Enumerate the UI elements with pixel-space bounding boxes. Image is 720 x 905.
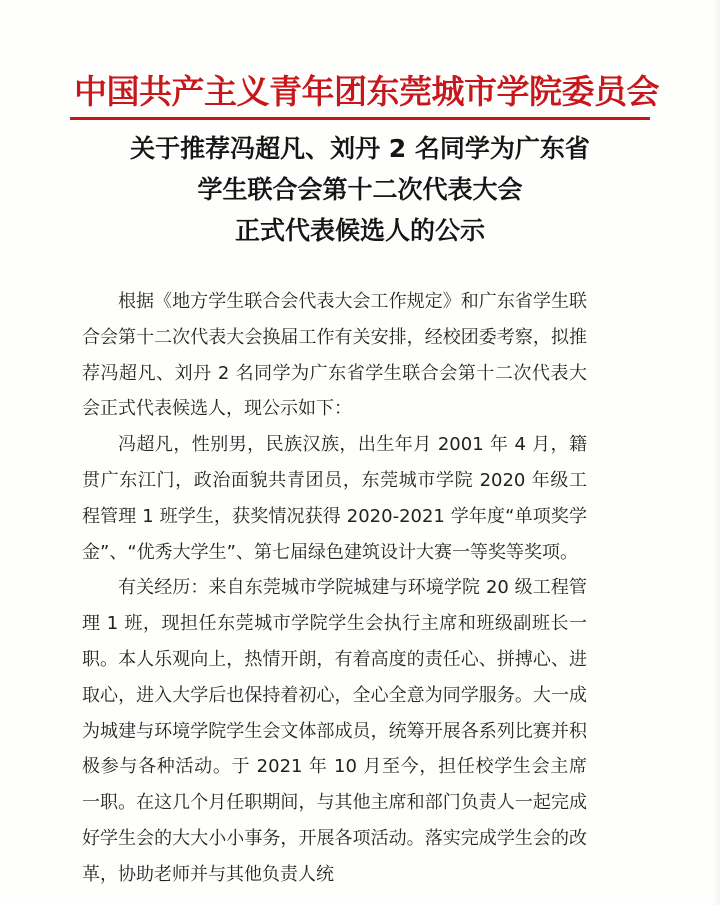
letterhead-red-rule bbox=[70, 117, 650, 120]
document-body bbox=[82, 284, 587, 893]
title-line-1: 关于推荐冯超凡、刘丹 2 名同学为广东省 bbox=[130, 134, 590, 163]
letterhead bbox=[74, 70, 659, 114]
paragraph-intro: 根据《地方学生联合会代表大会工作规定》和广东省学生联合会第十二次代表大会换届工作有关安排，经校团委考察，拟推荐冯超凡、刘丹 2 名同学为广东省学生联合会第十二次代表大会正式代表候选人，现公示如下： bbox=[82, 291, 587, 420]
paragraph-candidate-info: 冯超凡，性别男，民族汉族，出生年月 2001 年 4 月，籍贯广东江门，政治面貌共青团员，东莞城市学院 2020 年级工程管理 1 班学生，获奖情况获得 2020-2021 学年度“单项奖学金”、“优秀大学生”、第七届绿色建筑设计大赛一等奖等奖项。 bbox=[82, 434, 587, 563]
title-line-2: 学生联合会第十二次代表大会 bbox=[197, 175, 523, 204]
title-line-3: 正式代表候选人的公示 bbox=[234, 216, 485, 245]
scan-shadow-edge bbox=[712, 0, 720, 905]
organization-name: 中国共产主义青年团东莞城市学院委员会 bbox=[74, 72, 659, 111]
paragraph-experience: 有关经历：来自东莞城市学院城建与环境学院 20 级工程管理 1 班，现担任东莞城市学院学生会执行主席和班级副班长一职。本人乐观向上，热情开朗，有着高度的责任心、拼搏心、进取心，进入大学后也保持着初心，全心全意为同学服务。大一成为城建与环境学院学生会文体部成员，统筹开展各系列比赛并积极参与各种活动。于 2021 年 10 月至今，担任校学生会主席一职。在这几个月任职期间，与其他主席和部门负责人一起完成好学生会的大大小小事务，开展各项活动。落实完成学生会的改革，协助老师并与其他负责人统 bbox=[82, 577, 587, 885]
document-title bbox=[80, 128, 640, 251]
